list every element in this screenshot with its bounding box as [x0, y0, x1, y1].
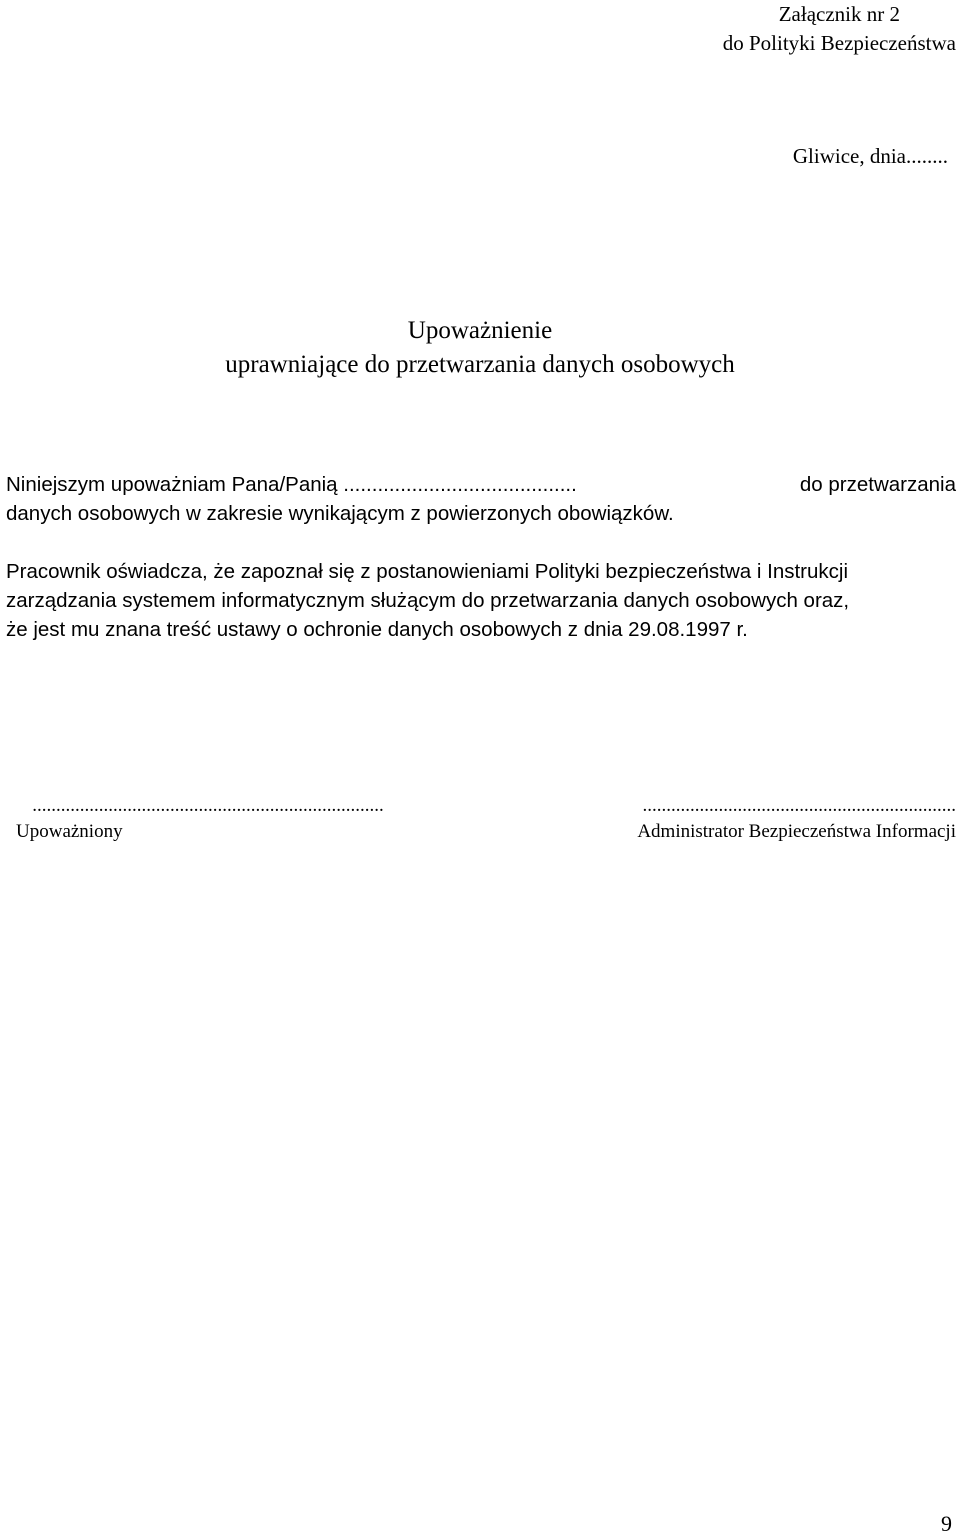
declaration-line-1: Pracownik oświadcza, że zapoznał się z postanowieniami Polityki bezpieczeństwa i Instrukcji	[6, 560, 849, 583]
signature-authorized-label: Upoważniony	[16, 821, 123, 842]
signature-administrator-label: Administrator Bezpieczeństwa Informacji	[637, 821, 956, 842]
authorization-line-2: danych osobowych w zakresie wynikającym z powierzonych obowiązków.	[6, 502, 674, 525]
signature-administrator	[596, 793, 956, 845]
declaration-line-3: że jest mu znana treść ustawy o ochronie danych osobowych z dnia 29.08.1997 r.	[6, 618, 748, 641]
title-line-1: Upoważnienie	[407, 317, 553, 344]
declaration-line-2-wrap	[6, 586, 956, 615]
document-title	[0, 314, 960, 382]
authorization-line-1-left: Niniejszym upoważniam Pana/Panią .........................................	[6, 473, 577, 496]
attachment-note	[723, 0, 956, 58]
place-date: Gliwice, dnia........	[792, 144, 948, 168]
authorization-paragraph	[6, 470, 956, 528]
declaration-line-1-wrap	[6, 557, 956, 586]
attachment-line-1: Załącznik nr 2	[778, 2, 900, 26]
attachment-line-2: do Polityki Bezpieczeństwa	[722, 31, 956, 55]
declaration-line-2: zarządzania systemem informatycznym służącym do przetwarzania danych osobowych oraz,	[6, 589, 850, 612]
authorization-line-1	[6, 470, 956, 499]
authorization-line-1-right: do przetwarzania	[799, 473, 956, 496]
declaration-paragraph	[6, 557, 956, 644]
title-line-2: uprawniające do przetwarzania danych osobowych	[225, 351, 735, 378]
signature-authorized-line: ..........................................................................	[32, 795, 384, 816]
signature-authorized	[6, 793, 410, 845]
page-number: 9	[941, 1511, 952, 1536]
signature-administrator-line: ..................................................................	[642, 795, 956, 816]
